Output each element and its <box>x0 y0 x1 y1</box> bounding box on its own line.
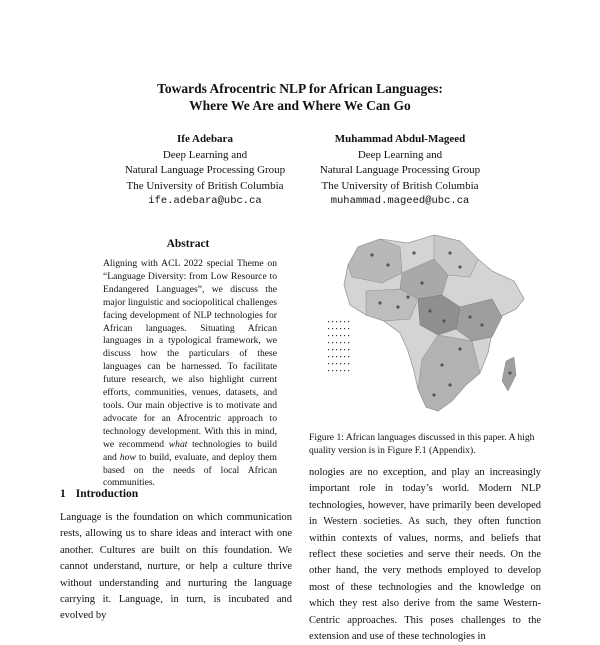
author-email: muhammad.mageed@ubc.ca <box>330 195 470 207</box>
region-north-west <box>348 239 402 283</box>
abstract-heading: Abstract <box>166 238 210 250</box>
author-email: ife.adebara@ubc.ca <box>148 195 262 207</box>
section-title: Introduction <box>75 488 139 500</box>
author-name: Ife Adebara <box>177 133 233 145</box>
figure-caption: Figure 1: African languages discussed in this paper. A high quality version is in Figure F.1 (Appendix). <box>309 432 535 456</box>
author-name: Muhammad Abdul-Mageed <box>334 133 466 145</box>
abstract-text <box>103 258 277 490</box>
paper-title <box>60 80 540 114</box>
author-affiliation: Deep Learning and <box>357 148 443 161</box>
author-block-1 <box>105 132 305 210</box>
abstract-part: Aligning with ACL 2022 special Theme on “Language Diversity: from Low Resource to Endangered Languages”, we discuss the major linguistic and sociopolitical challenges facing development of NLP technologies for African languages. Situating African languages in a typological framework, we discuss how the particulars of these languages can be harnessed. To facilitate future research, we also highlight current efforts, communities, venues, datasets, and tools. Our main objective is to motivate and advocate for an Afrocentric approach to technology development. With this in mind, we recommend <box>103 258 277 450</box>
abstract-emphasis: what <box>168 438 188 450</box>
introduction-right-text: nologies are no exception, and play an increasingly important role in today’s world. Modern NLP technologies, however, have primarily been developed in Western societies. As such, they often function within contexts of values, norms, and beliefs that reflect these societies and serve their needs. On the other hand, the very methods employed to develop most of these technologies and the knowledge on which they rest also derive from the same Western-Centric approaches. This poses challenges to the extension and use of these technologies in <box>309 467 541 643</box>
section-number: 1 <box>60 488 66 500</box>
author-block-2 <box>300 132 500 210</box>
author-affiliation: Deep Learning and <box>162 148 248 161</box>
author-affiliation: Natural Language Processing Group <box>319 164 481 176</box>
section-heading-introduction <box>60 488 138 500</box>
title-line-2: Where We Are and Where We Can Go <box>189 98 411 113</box>
map-figure <box>310 225 540 425</box>
africa-language-map <box>310 225 540 425</box>
author-affiliation: The University of British Columbia <box>321 179 479 192</box>
author-affiliation: The University of British Columbia <box>126 179 284 192</box>
abstract-part: to build, evaluate, and deploy them based on the needs of local African communities. <box>103 451 278 489</box>
abstract-part: technologies to build and <box>103 438 277 463</box>
map-legend <box>328 321 349 371</box>
author-affiliation: Natural Language Processing Group <box>124 164 286 176</box>
title-line-1: Towards Afrocentric NLP for African Languages: <box>157 81 443 96</box>
abstract-emphasis: how <box>119 451 136 463</box>
introduction-left-text: Language is the foundation on which communication rests, allowing us to share ideas and interact with one another. Cultures are built on this foundation. We cannot understand, nurture, or help a culture thrive without understanding and nurturing the language carrying it. Language, in turn, is incubated and evolved by <box>60 512 292 622</box>
